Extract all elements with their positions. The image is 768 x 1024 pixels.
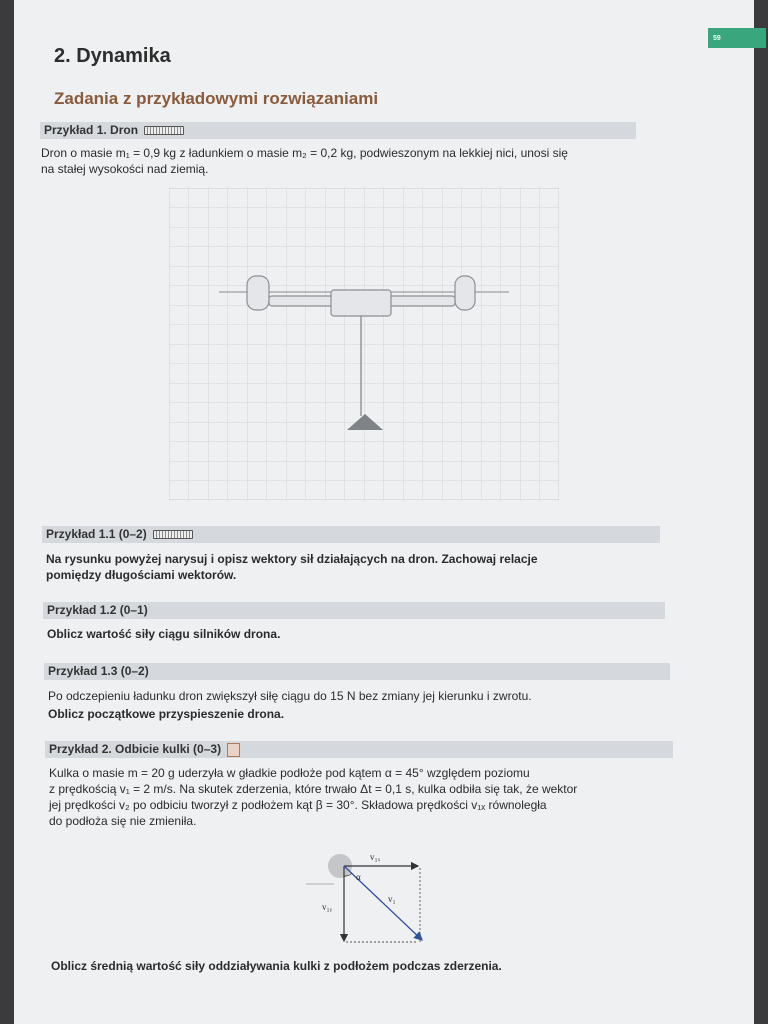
label-v1y: v₁ᵧ (322, 902, 333, 912)
textbook-page (14, 0, 754, 1024)
example-1-header (40, 122, 636, 139)
example-1-title: Przykład 1. Dron (44, 123, 139, 137)
calculator-icon (227, 743, 240, 757)
example-1-2-line1: Oblicz wartość siły ciągu silników drona. (47, 627, 281, 641)
drone-grid-figure (169, 188, 559, 500)
example-2-line1: Kulka o masie m = 20 g uderzyła w gładkie podłoże pod kątem α = 45° względem poziomu (49, 766, 530, 780)
ruler-icon (144, 126, 184, 135)
ruler-icon (153, 530, 193, 539)
example-1-1-line1: Na rysunku powyżej narysuj i opisz wektory sił działających na dron. Zachowaj relacje (46, 552, 538, 566)
example-1-text-line2: na stałej wysokości nad ziemią. (41, 162, 209, 176)
example-1-3-line2: Oblicz początkowe przyspieszenie drona. (48, 707, 285, 721)
label-v1x: v₁ₓ (370, 852, 381, 862)
example-2-title: Przykład 2. Odbicie kulki (0–3) (49, 742, 222, 756)
example-2-line4: do podłoża się nie zmieniła. (49, 814, 197, 828)
example-2-line2: z prędkością v₁ = 2 m/s. Na skutek zderzenia, które trwało Δt = 0,1 s, kulka odbiła się tak, że wektor (49, 782, 578, 796)
label-v1: v₁ (388, 894, 396, 904)
example-2-header (45, 741, 673, 758)
example-2-question: Oblicz średnią wartość siły oddziaływania kulki z podłożem podczas zderzenia. (51, 959, 502, 973)
example-1-2-header (43, 602, 665, 619)
example-1-1-title: Przykład 1.1 (0–2) (46, 527, 147, 541)
example-1-1-line2: pomiędzy długościami wektorów. (46, 568, 237, 582)
page-number-tab: 59 (708, 28, 766, 48)
example-1-text-line1: Dron o masie m₁ = 0,9 kg z ładunkiem o masie m₂ = 0,2 kg, podwieszonym na lekkiej nici, unosi się (41, 146, 568, 160)
example-1-1-header (42, 526, 660, 543)
label-alpha: α (356, 872, 361, 882)
chapter-title: 2. Dynamika (54, 45, 171, 67)
example-1-3-header (44, 663, 670, 680)
example-2-line3: jej prędkości v₂ po odbiciu tworzył z podłożem kąt β = 30°. Składowa prędkości v₁ₓ równoległa (49, 798, 547, 812)
example-1-3-title: Przykład 1.3 (0–2) (48, 664, 149, 678)
section-title: Zadania z przykładowymi rozwiązaniami (54, 89, 379, 108)
example-1-3-line1: Po odczepieniu ładunku dron zwiększył siłę ciągu do 15 N bez zmiany jej kierunku i zwrotu. (48, 689, 532, 703)
example-1-2-title: Przykład 1.2 (0–1) (47, 603, 148, 617)
velocity-diagram (306, 844, 436, 948)
